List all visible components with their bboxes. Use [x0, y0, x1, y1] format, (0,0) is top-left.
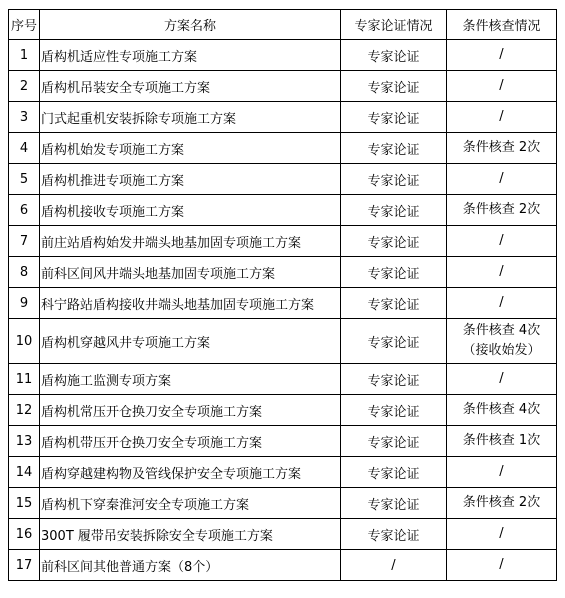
row-expert: 专家论证 [341, 395, 447, 426]
row-no: 12 [9, 395, 40, 426]
row-expert: 专家论证 [341, 457, 447, 488]
row-no: 13 [9, 426, 40, 457]
row-no: 17 [9, 550, 40, 581]
row-expert: 专家论证 [341, 364, 447, 395]
table-row [9, 195, 557, 226]
row-no: 11 [9, 364, 40, 395]
table-row [9, 457, 557, 488]
row-check: 条件核查 4次 [447, 395, 557, 426]
row-check: / [447, 457, 557, 488]
row-no: 9 [9, 288, 40, 319]
row-name: 盾构机带压开仓换刀安全专项施工方案 [40, 426, 341, 457]
row-name: 300T 履带吊安装拆除安全专项施工方案 [40, 519, 341, 550]
row-check: / [447, 364, 557, 395]
table-row [9, 257, 557, 288]
row-no: 1 [9, 40, 40, 71]
row-no: 15 [9, 488, 40, 519]
row-expert: 专家论证 [341, 488, 447, 519]
row-expert: 专家论证 [341, 519, 447, 550]
row-name: 盾构穿越建构物及管线保护安全专项施工方案 [40, 457, 341, 488]
row-no: 4 [9, 133, 40, 164]
row-check: / [447, 40, 557, 71]
row-name: 盾构机接收专项施工方案 [40, 195, 341, 226]
row-name: 盾构机推进专项施工方案 [40, 164, 341, 195]
row-check: 条件核查 1次 [447, 426, 557, 457]
row-no: 16 [9, 519, 40, 550]
row-expert: 专家论证 [341, 164, 447, 195]
row-no: 8 [9, 257, 40, 288]
row-expert: 专家论证 [341, 195, 447, 226]
row-check: / [447, 550, 557, 581]
table-row [9, 288, 557, 319]
row-name: 盾构机常压开仓换刀安全专项施工方案 [40, 395, 341, 426]
row-name: 盾构机穿越风井专项施工方案 [40, 319, 341, 364]
row-check: / [447, 102, 557, 133]
row-check: 条件核查 2次 [447, 195, 557, 226]
row-name: 盾构施工监测专项方案 [40, 364, 341, 395]
table-row [9, 519, 557, 550]
table-row [9, 319, 557, 364]
header-name: 方案名称 [40, 10, 341, 40]
row-expert: 专家论证 [341, 319, 447, 364]
row-check: 条件核查 2次 [447, 133, 557, 164]
row-check: / [447, 164, 557, 195]
row-check-note: （接收始发） [462, 343, 541, 358]
row-check: / [447, 71, 557, 102]
row-expert: 专家论证 [341, 226, 447, 257]
header-no: 序号 [9, 10, 40, 40]
row-expert: / [341, 550, 447, 581]
row-name: 盾构机下穿秦淮河安全专项施工方案 [40, 488, 341, 519]
row-check: / [447, 288, 557, 319]
row-expert: 专家论证 [341, 288, 447, 319]
row-no: 5 [9, 164, 40, 195]
row-check: 条件核查 4次 [462, 323, 541, 338]
row-no: 7 [9, 226, 40, 257]
table-row [9, 133, 557, 164]
row-no: 10 [9, 319, 40, 364]
row-expert: 专家论证 [341, 40, 447, 71]
row-name: 前庄站盾构始发井端头地基加固专项施工方案 [40, 226, 341, 257]
row-check-cell [447, 319, 557, 364]
table-row [9, 395, 557, 426]
row-name: 前科区间其他普通方案（8个） [40, 550, 341, 581]
table-row [9, 164, 557, 195]
table-header-row [9, 10, 557, 40]
row-expert: 专家论证 [341, 102, 447, 133]
table-row [9, 488, 557, 519]
row-expert: 专家论证 [341, 133, 447, 164]
header-check: 条件核查情况 [447, 10, 557, 40]
table-row [9, 71, 557, 102]
row-no: 6 [9, 195, 40, 226]
row-check: / [447, 257, 557, 288]
row-check: 条件核查 2次 [447, 488, 557, 519]
row-name: 盾构机始发专项施工方案 [40, 133, 341, 164]
scheme-table [8, 9, 557, 581]
row-name: 前科区间风井端头地基加固专项施工方案 [40, 257, 341, 288]
row-check: / [447, 226, 557, 257]
table-row [9, 550, 557, 581]
header-expert: 专家论证情况 [341, 10, 447, 40]
row-name: 门式起重机安装拆除专项施工方案 [40, 102, 341, 133]
table-row [9, 426, 557, 457]
row-name: 盾构机适应性专项施工方案 [40, 40, 341, 71]
row-name: 科宁路站盾构接收井端头地基加固专项施工方案 [40, 288, 341, 319]
row-no: 2 [9, 71, 40, 102]
row-expert: 专家论证 [341, 257, 447, 288]
row-expert: 专家论证 [341, 426, 447, 457]
row-name: 盾构机吊装安全专项施工方案 [40, 71, 341, 102]
row-check: / [447, 519, 557, 550]
table-row [9, 40, 557, 71]
table-row [9, 364, 557, 395]
row-expert: 专家论证 [341, 71, 447, 102]
table-row [9, 226, 557, 257]
row-no: 14 [9, 457, 40, 488]
table-row [9, 102, 557, 133]
row-no: 3 [9, 102, 40, 133]
